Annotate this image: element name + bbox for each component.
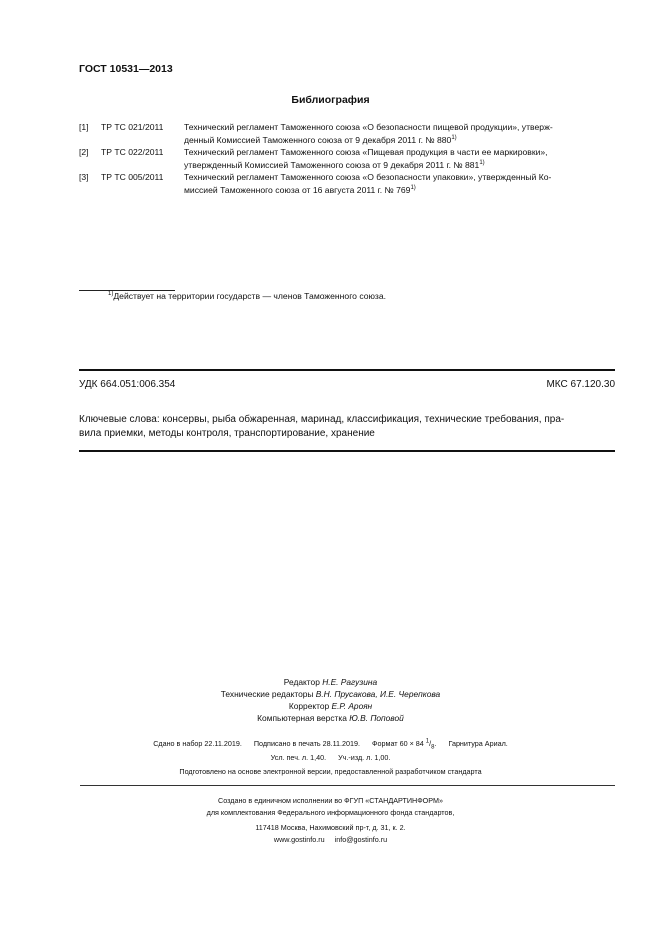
entry-text-line — [184, 134, 616, 147]
footnote-ref: 1) — [451, 134, 457, 141]
footnote-ref: 1) — [479, 159, 485, 166]
typeface: Гарнитура Ариал. — [448, 739, 508, 748]
footnote-ref: 1) — [410, 184, 416, 191]
format-prefix: Формат 60 × 84 — [372, 739, 424, 748]
corrector-line — [0, 700, 661, 712]
tech-editors-line — [0, 688, 661, 700]
entry-text-line: Технический регламент Таможенного союза «О безопасности пищевой продукции», утверж- — [184, 122, 553, 132]
format-denominator: 8 — [431, 744, 435, 751]
tech-editors-label: Технические редакторы — [220, 689, 314, 699]
format-numerator: 1 — [425, 738, 430, 745]
entry-text — [184, 171, 616, 196]
paper-format: Формат 60 × 84 $^1/_8$. — [372, 738, 437, 751]
layout-line — [0, 712, 661, 724]
layout-name: Ю.В. Поповой — [349, 713, 404, 723]
publisher-address: 117418 Москва, Нахимовский пр-т, д. 31, к. 2. — [255, 823, 406, 832]
footnote — [108, 291, 386, 301]
sheet-details — [0, 753, 661, 762]
publisher-website: www.gostinfo.ru — [273, 834, 325, 844]
entry-text-end: миссией Таможенного союза от 16 августа 2011 г. № 769 — [184, 184, 411, 195]
entry-text — [184, 121, 616, 146]
bibliography-entry — [79, 146, 616, 171]
keywords-line: Ключевые слова: консервы, рыба обжаренная, маринад, классификация, технические требования, пра- — [79, 414, 565, 425]
print-sheets: Усл. печ. л. 1,40. — [270, 753, 327, 762]
publishing-sheets: Уч.-изд. л. 1,00. — [338, 753, 391, 762]
editor-line — [0, 676, 661, 688]
print-details — [0, 739, 661, 750]
keywords — [79, 413, 615, 440]
entry-number: [1] — [79, 122, 89, 132]
udk-code: УДК 664.051:006.354 — [79, 379, 176, 390]
prepared-note: Подготовлено на основе электронной версии, предоставленной разработчиком стандарта — [179, 767, 482, 776]
document-code: ГОСТ 10531—2013 — [79, 63, 173, 75]
entry-text-line: Технический регламент Таможенного союза «Пищевая продукция в части ее маркировки», — [184, 147, 548, 157]
entry-text — [184, 146, 616, 171]
bibliography-title: Библиография — [291, 94, 370, 106]
publisher-line: для комплектования Федерального информационного фонда стандартов, — [206, 807, 455, 817]
entry-text-line — [184, 159, 616, 172]
entry-code: ТР ТС 021/2011 — [101, 122, 164, 132]
keywords-line: вила приемки, методы контроля, транспортирование, хранение — [79, 427, 375, 439]
publisher-email: info@gostinfo.ru — [334, 834, 388, 844]
corrector-label: Корректор — [288, 701, 330, 711]
entry-text-line — [184, 184, 616, 197]
layout-label: Компьютерная верстка — [257, 713, 347, 723]
signed-date: Подписано в печать 28.11.2019. — [253, 739, 361, 748]
entry-number: [3] — [79, 172, 89, 182]
footnote-text: Действует на территории государств — членов Таможенного союза. — [113, 291, 387, 301]
editor-label: Редактор — [283, 677, 320, 687]
entry-text-end: денный Комиссией Таможенного союза от 9 декабря 2011 г. № 880 — [184, 134, 452, 145]
entry-text-line: Технический регламент Таможенного союза «О безопасности упаковки», утвержденный Ко- — [184, 172, 552, 182]
sent-date: Сдано в набор 22.11.2019. — [153, 739, 242, 748]
classification-top-rule — [79, 369, 615, 371]
footnote-mark: 1) — [108, 291, 114, 298]
publisher-block — [0, 795, 661, 845]
mks-code: МКС 67.120.30 — [546, 379, 615, 390]
publisher-contacts — [0, 834, 661, 846]
imprint-staff — [0, 676, 661, 724]
editor-name: Н.Е. Рагузина — [322, 677, 378, 687]
tech-editors-names: В.Н. Прусакова, И.Е. Черепкова — [315, 689, 441, 699]
bibliography-entry — [79, 121, 616, 146]
entry-text-end: утвержденный Комиссией Таможенного союза от 9 декабря 2011 г. № 881 — [184, 159, 480, 170]
publisher-line: Создано в единичном исполнении во ФГУП «СТАНДАРТИНФОРМ» — [218, 796, 443, 805]
keywords-bottom-rule — [79, 450, 615, 452]
corrector-name: Е.Р. Ароян — [331, 701, 373, 711]
bibliography-list — [79, 121, 616, 196]
entry-code: ТР ТС 005/2011 — [101, 172, 164, 182]
entry-code: ТР ТС 022/2011 — [101, 147, 164, 157]
publisher-divider — [80, 785, 615, 786]
bibliography-entry — [79, 171, 616, 196]
entry-number: [2] — [79, 147, 89, 157]
